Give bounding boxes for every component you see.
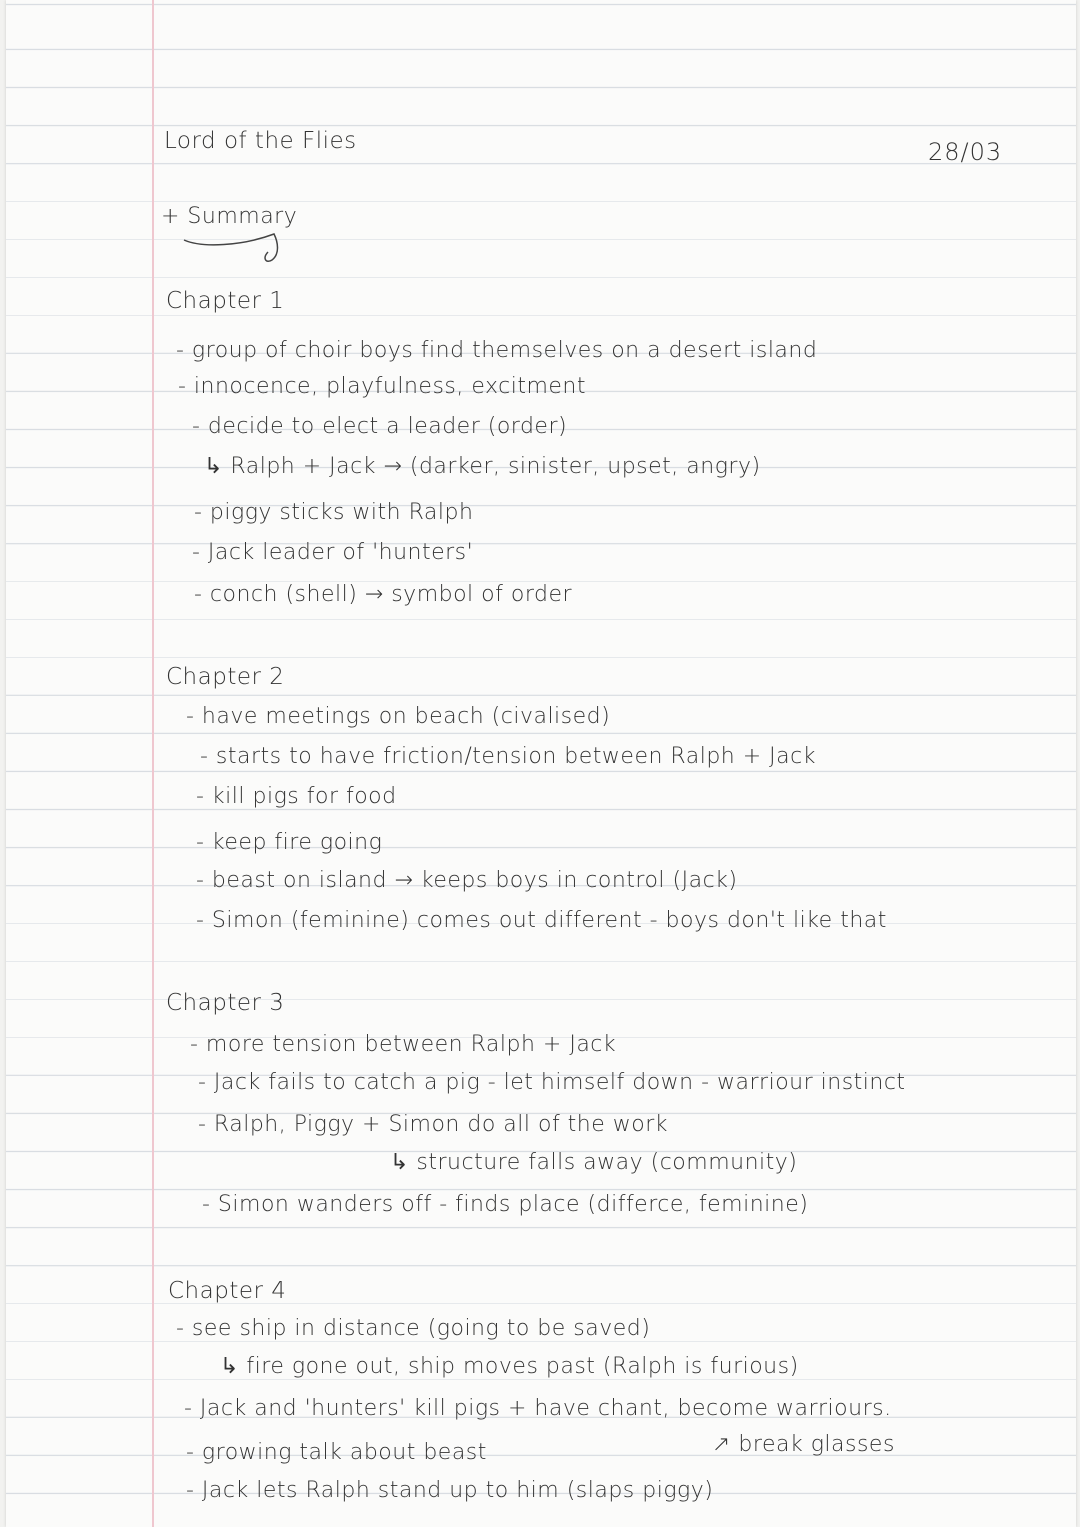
chapter-2-line: - kill pigs for food (196, 784, 397, 809)
section-heading: + Summary (161, 204, 298, 229)
chapter-2-heading: Chapter 2 (166, 664, 285, 690)
chapter-1-line: ↳ Ralph + Jack → (darker, sinister, upset, angry) (204, 454, 761, 479)
chapter-3-line: - Simon wanders off - finds place (differce, feminine) (202, 1192, 809, 1217)
chapter-1-line: - Jack leader of 'hunters' (192, 540, 474, 565)
chapter-3-line: - Jack fails to catch a pig - let himself down - warriour instinct (198, 1070, 906, 1095)
page-title: Lord of the Flies (164, 128, 357, 154)
chapter-3-line: - more tension between Ralph + Jack (190, 1032, 617, 1057)
notebook-page (6, 0, 1076, 1527)
chapter-4-line: ↳ fire gone out, ship moves past (Ralph is furious) (220, 1354, 799, 1379)
chapter-2-line: - starts to have friction/tension between Ralph + Jack (200, 744, 816, 769)
chapter-4-line: - growing talk about beast (186, 1440, 487, 1465)
chapter-2-line: - keep fire going (196, 830, 383, 855)
summary-underline (182, 228, 292, 268)
chapter-2-line: - beast on island → keeps boys in control (Jack) (196, 868, 738, 893)
chapter-1-heading: Chapter 1 (166, 288, 285, 314)
margin-line (152, 0, 154, 1527)
chapter-2-line: - Simon (feminine) comes out different - boys don't like that (196, 908, 887, 933)
chapter-4-line: - see ship in distance (going to be saved) (176, 1316, 651, 1341)
chapter-4-heading: Chapter 4 (168, 1278, 287, 1304)
chapter-3-heading: Chapter 3 (166, 990, 285, 1016)
chapter-4-line: - Jack lets Ralph stand up to him (slaps piggy) (186, 1478, 714, 1503)
date: 28/03 (928, 138, 1003, 166)
chapter-1-line: - group of choir boys find themselves on a desert island (176, 338, 818, 363)
chapter-4-annotation: ↗ break glasses (712, 1432, 895, 1457)
chapter-3-line: ↳ structure falls away (community) (390, 1150, 798, 1175)
chapter-1-line: - piggy sticks with Ralph (194, 500, 474, 525)
chapter-1-line: - conch (shell) → symbol of order (194, 582, 573, 607)
chapter-1-line: - innocence, playfulness, excitment (178, 374, 586, 399)
chapter-1-line: - decide to elect a leader (order) (192, 414, 568, 439)
chapter-4-line: - Jack and 'hunters' kill pigs + have chant, become warriours. (184, 1396, 892, 1421)
chapter-2-line: - have meetings on beach (civalised) (186, 704, 611, 729)
chapter-3-line: - Ralph, Piggy + Simon do all of the work (198, 1112, 669, 1137)
